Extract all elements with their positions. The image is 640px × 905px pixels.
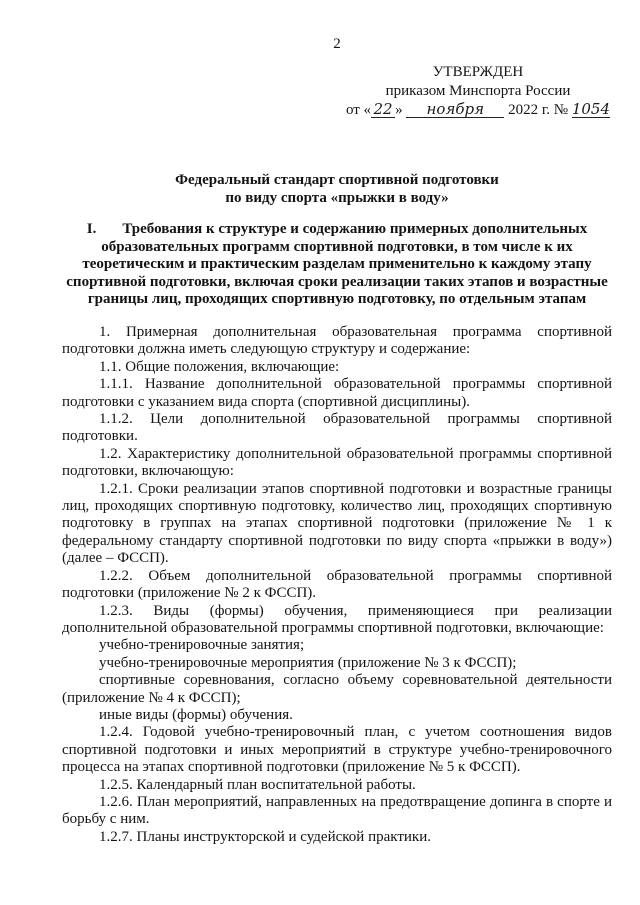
handwritten-month: ноября bbox=[406, 102, 504, 118]
clause-1-2-1: 1.2.1. Сроки реализации этапов спортивной подготовки и возрастные границы лиц, проходящих спортивную подготовку, количество лиц, проходящих спортивную подготовку в группах на этапах спортивной подготовки (приложение № 1 к федеральному стандарту спортивной подготовки по виду спорта «прыжки в воду») (далее – ФССП). bbox=[62, 480, 612, 567]
clause-1-2-5: 1.2.5. Календарный план воспитательной работы. bbox=[99, 776, 416, 793]
clause-1-2-7: 1.2.7. Планы инструкторской и судейской практики. bbox=[99, 828, 431, 845]
page-number: 2 bbox=[333, 36, 341, 52]
clause-1-2-3: 1.2.3. Виды (формы) обучения, применяющиеся при реализации дополнительной образовательной программы спортивной подготовки, включающие: bbox=[62, 602, 612, 636]
year-and-number-label: 2022 г. № bbox=[508, 102, 569, 118]
clause-1-1-2: 1.1.2. Цели дополнительной образовательной программы спортивной подготовки. bbox=[62, 411, 612, 445]
list-item-other-forms: иные виды (формы) обучения. bbox=[99, 706, 293, 723]
approval-title: УТВЕРЖДЕН bbox=[432, 64, 524, 80]
approval-block bbox=[340, 63, 616, 120]
date-quote-close: » bbox=[395, 102, 403, 118]
date-prefix: от « bbox=[345, 102, 372, 118]
document-title bbox=[62, 171, 612, 207]
clause-1: 1. Примерная дополнительная образовательная программа спортивной подготовки должна иметь следующую структуру и содержание: bbox=[62, 324, 612, 358]
clause-1-2: 1.2. Характеристику дополнительной образовательной программы спортивной подготовки, включающую: bbox=[62, 445, 612, 480]
approval-date-line bbox=[340, 101, 616, 120]
list-item-training-sessions: учебно-тренировочные занятия; bbox=[99, 637, 305, 654]
section-heading-text: Требования к структуре и содержанию примерных дополнительных образовательных программ спортивной подготовки, в том числе к их теоретическим и практическим разделам применительно к каждому этапу спортивной подготовки, включая сроки реализации таких этапов и возрастные границы лиц, проходящих спортивную подготовку, по отдельным этапам bbox=[66, 221, 608, 307]
section-numeral: I. bbox=[86, 221, 97, 237]
document-title-line-2: по виду спорта «прыжки в воду» bbox=[225, 190, 449, 206]
section-heading bbox=[57, 221, 617, 309]
list-item-training-events: учебно-тренировочные мероприятия (приложение № 3 к ФССП); bbox=[99, 654, 517, 671]
document-body bbox=[62, 324, 612, 846]
approval-order-line: приказом Минспорта России bbox=[385, 83, 571, 99]
handwritten-day: 22 bbox=[371, 102, 395, 118]
clause-1-1-1: 1.1.1. Название дополнительной образовательной программы спортивной подготовки с указанием вида спорта (спортивной дисциплины). bbox=[62, 376, 612, 410]
clause-1-2-6: 1.2.6. План мероприятий, направленных на предотвращение допинга в спорте и борьбу с ним. bbox=[62, 793, 612, 828]
list-item-competitions: спортивные соревнования, согласно объему соревновательной деятельности (приложение № 4 к ФССП); bbox=[62, 672, 612, 706]
handwritten-order-number: 1054 bbox=[571, 100, 611, 118]
clause-1-1: 1.1. Общие положения, включающие: bbox=[99, 358, 340, 375]
clause-1-2-4: 1.2.4. Годовой учебно-тренировочный план, с учетом соотношения видов спортивной подготовки и иных мероприятий в структуре учебно-тренировочного процесса на этапах спортивной подготовки (приложение № 5 к ФССП). bbox=[62, 724, 612, 776]
clause-1-2-2: 1.2.2. Объем дополнительной образовательной программы спортивной подготовки (приложение № 2 к ФССП). bbox=[62, 567, 612, 602]
document-title-line-1: Федеральный стандарт спортивной подготовки bbox=[175, 172, 499, 188]
